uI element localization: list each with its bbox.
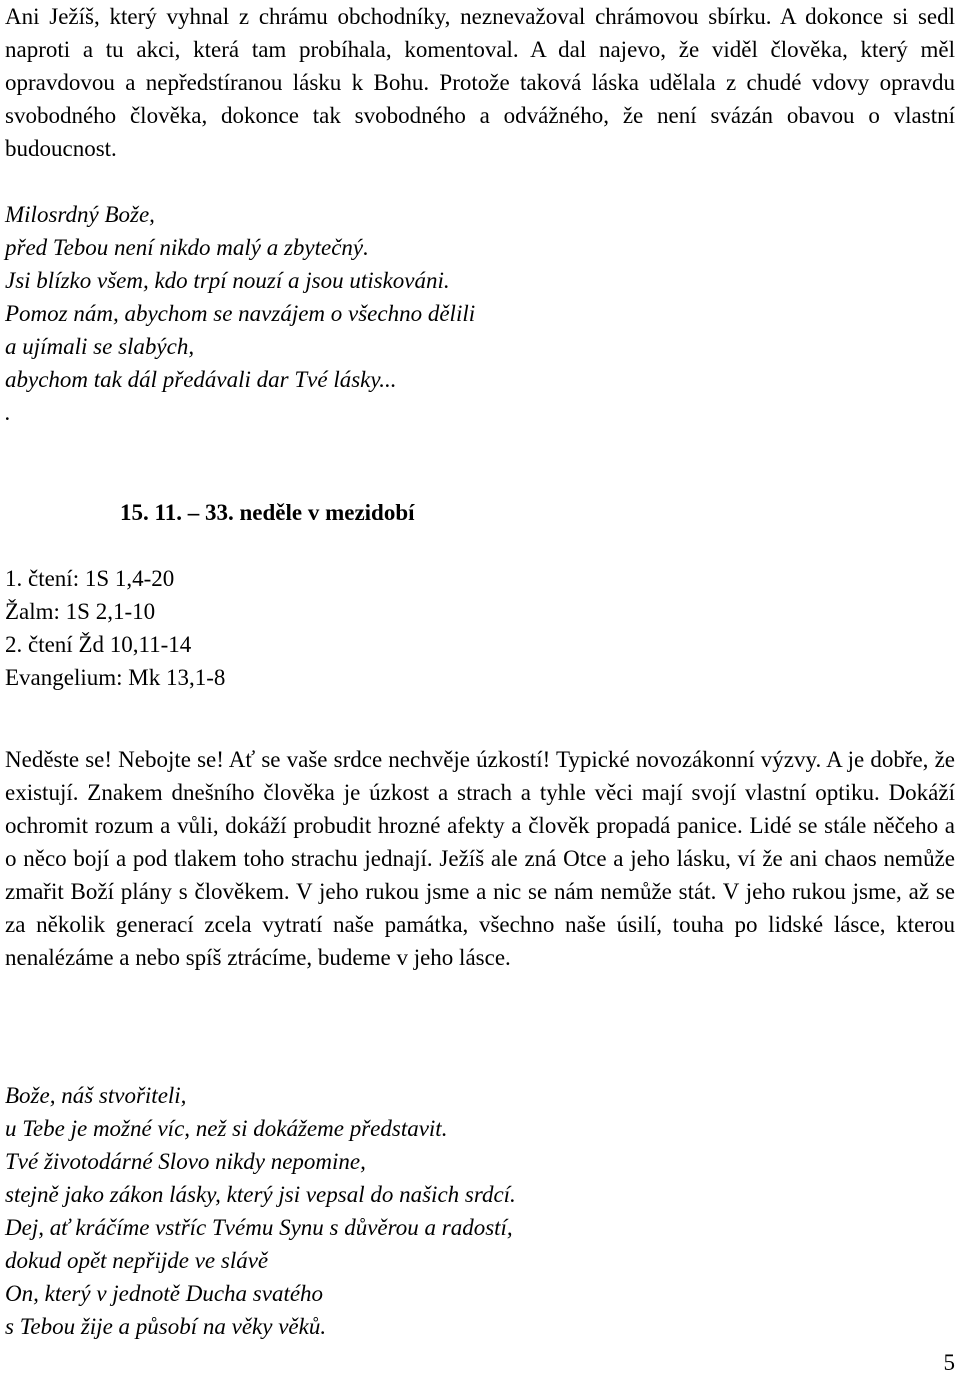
prayer-1-line: před Tebou není nikdo malý a zbytečný.: [5, 235, 369, 260]
reading-line: Evangelium: Mk 13,1-8: [5, 665, 226, 690]
prayer-1-line: Jsi blízko všem, kdo trpí nouzí a jsou utiskováni.: [5, 268, 450, 293]
sunday-heading: 15. 11. – 33. neděle v mezidobí: [120, 500, 415, 525]
intro-paragraph: Ani Ježíš, který vyhnal z chrámu obchodníky, neznevažoval chrámovou sbírku. A dokonce si sedl naproti a tu akci, která tam probíhala, komentoval. A dal najevo, že viděl člověka, který měl opravdovou a nepředstíranou lásku k Bohu. Protože taková láska udělala z chudé vdovy opravdu svobodného člověka, dokonce tak svobodného a odvážného, že není svázán obavou o vlastní budoucnost.: [5, 4, 955, 161]
page-number: 5: [943, 1350, 955, 1375]
reading-line: 2. čtení Žd 10,11-14: [5, 632, 192, 657]
prayer-1-line: a ujímali se slabých,: [5, 334, 195, 359]
prayer-2-line: u Tebe je možné víc, než si dokážeme představit.: [5, 1116, 448, 1141]
reading-line: Žalm: 1S 2,1-10: [5, 599, 156, 624]
prayer-1-line: Pomoz nám, abychom se navzájem o všechno dělili: [5, 301, 476, 326]
prayer-2-line: s Tebou žije a působí na věky věků.: [5, 1314, 327, 1339]
prayer-1-line: Milosrdný Bože,: [5, 202, 155, 227]
prayer-2-line: On, který v jednotě Ducha svatého: [5, 1281, 324, 1306]
homily-paragraph: Neděste se! Nebojte se! Ať se vaše srdce nechvěje úzkostí! Typické novozákonní výzvy. A je dobře, že existují. Znakem dnešního člověka je úzkost a strach a tyhle věci mají svojí vlastní optiku. Dokáží ochromit rozum a vůli, dokáží probudit hrozné afekty a člověk propadá panice. Lidé se stále něčeho a o něco bojí a pod tlakem toho strachu jednají. Ježíš ale zná Otce a jeho lásku, ví že ani chaos nemůže zmařit Boží plány s člověkem. V jeho rukou jsme a nic se nám nemůže stát. V jeho rukou jsme, až se za několik generací zcela vytratí naše památka, všechno naše úsilí, touha po lidské lásce, kterou nenalézáme a nebo spíš ztrácíme, budeme v jeho lásce.: [5, 747, 955, 970]
prayer-2-line: dokud opět nepřijde ve slávě: [5, 1248, 269, 1273]
prayer-2-line: Tvé životodárné Slovo nikdy nepomine,: [5, 1149, 366, 1174]
prayer-1-line: abychom tak dál předávali dar Tvé lásky...: [5, 367, 397, 392]
prayer-2-line: Dej, ať kráčíme vstříc Tvému Synu s důvěrou a radostí,: [5, 1215, 513, 1240]
prayer-1-line: .: [5, 400, 11, 425]
reading-line: 1. čtení: 1S 1,4-20: [5, 566, 175, 591]
prayer-2-line: stejně jako zákon lásky, který jsi vepsal do našich srdcí.: [5, 1182, 516, 1207]
prayer-2-line: Bože, náš stvořiteli,: [5, 1083, 187, 1108]
